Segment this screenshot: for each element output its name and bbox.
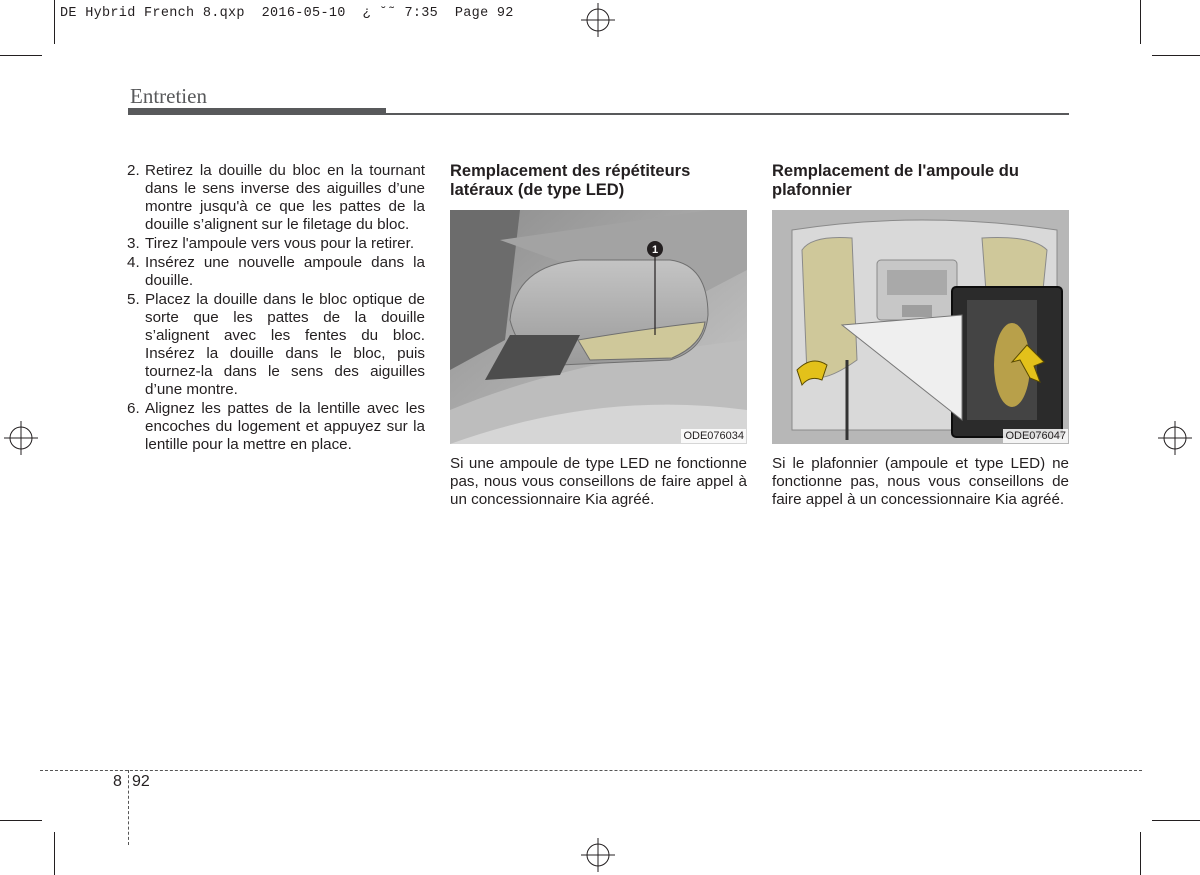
list-item bbox=[127, 235, 425, 253]
crop-mark bbox=[54, 0, 55, 44]
registration-mark bbox=[1158, 421, 1192, 455]
heading-line: plafonnier bbox=[772, 181, 852, 199]
step-text: Tirez l'ampoule vers vous pour la retirer. bbox=[145, 235, 415, 252]
crop-mark bbox=[1152, 820, 1200, 821]
step-text: Alignez les pattes de la lentille avec les encoches du logement et appuyez sur la lentille pour la mettre en place. bbox=[145, 400, 425, 453]
crop-mark bbox=[1140, 832, 1141, 875]
header-rule-thin bbox=[386, 113, 1069, 115]
crop-mark bbox=[1152, 55, 1200, 56]
step-number: 3. bbox=[127, 235, 140, 252]
footer-rule bbox=[40, 770, 1142, 771]
image-code: ODE076047 bbox=[1005, 430, 1066, 442]
chapter-number: 8 bbox=[113, 773, 122, 790]
middle-column bbox=[450, 162, 747, 200]
crop-mark bbox=[0, 55, 42, 56]
step-number: 4. bbox=[127, 254, 140, 271]
step-number: 6. bbox=[127, 400, 140, 417]
section-title: Entretien bbox=[130, 84, 207, 108]
right-column bbox=[772, 162, 1069, 200]
body-paragraph: Si le plafonnier (ampoule et type LED) ne fonctionne pas, nous vous conseillons de faire appel à un concessionnaire Kia agréé. bbox=[772, 455, 1069, 508]
footer-divider bbox=[128, 770, 129, 845]
section-heading bbox=[772, 162, 1069, 200]
dome-lamp-photo bbox=[772, 210, 1069, 444]
registration-mark bbox=[4, 421, 38, 455]
steps-list bbox=[127, 162, 425, 455]
list-item bbox=[127, 254, 425, 290]
list-item bbox=[127, 162, 425, 234]
step-text: Insérez une nouvelle ampoule dans la douille. bbox=[145, 254, 425, 289]
registration-mark bbox=[581, 838, 615, 872]
heading-line: Remplacement des répétiteurs bbox=[450, 162, 691, 180]
step-text: Retirez la douille du bloc en la tournant dans le sens inverse des aiguilles d’une montre jusqu'à ce que les pattes de la douille s’alignent sur le filetage du bloc. bbox=[145, 162, 425, 233]
crop-mark bbox=[54, 832, 55, 875]
list-item bbox=[127, 291, 425, 399]
step-number: 2. bbox=[127, 162, 140, 179]
step-number: 5. bbox=[127, 291, 140, 308]
step-text: Placez la douille dans le bloc optique de sorte que les pattes de la douille s’alignent avec les fentes du bloc. Insérez la douille dans le bloc, puis tournez-la dans le sens des aiguilles d’une montre. bbox=[145, 291, 425, 398]
list-item bbox=[127, 400, 425, 454]
heading-line: latéraux (de type LED) bbox=[450, 181, 625, 199]
callout-number: 1 bbox=[651, 244, 659, 256]
registration-mark bbox=[581, 3, 615, 37]
page-number: 92 bbox=[132, 773, 150, 790]
crop-mark bbox=[1140, 0, 1141, 44]
body-paragraph: Si une ampoule de type LED ne fonctionne pas, nous vous conseillons de faire appel à un concessionnaire Kia agréé. bbox=[450, 455, 747, 508]
header-rule-thick bbox=[128, 108, 386, 115]
crop-mark bbox=[0, 820, 42, 821]
mirror-photo bbox=[450, 210, 747, 444]
image-code: ODE076034 bbox=[683, 430, 744, 442]
heading-line: Remplacement de l'ampoule du bbox=[772, 162, 1019, 180]
print-slug: DE Hybrid French 8.qxp 2016-05-10 ¿ ˘˜ 7:35 Page 92 bbox=[60, 6, 514, 21]
section-heading bbox=[450, 162, 747, 200]
